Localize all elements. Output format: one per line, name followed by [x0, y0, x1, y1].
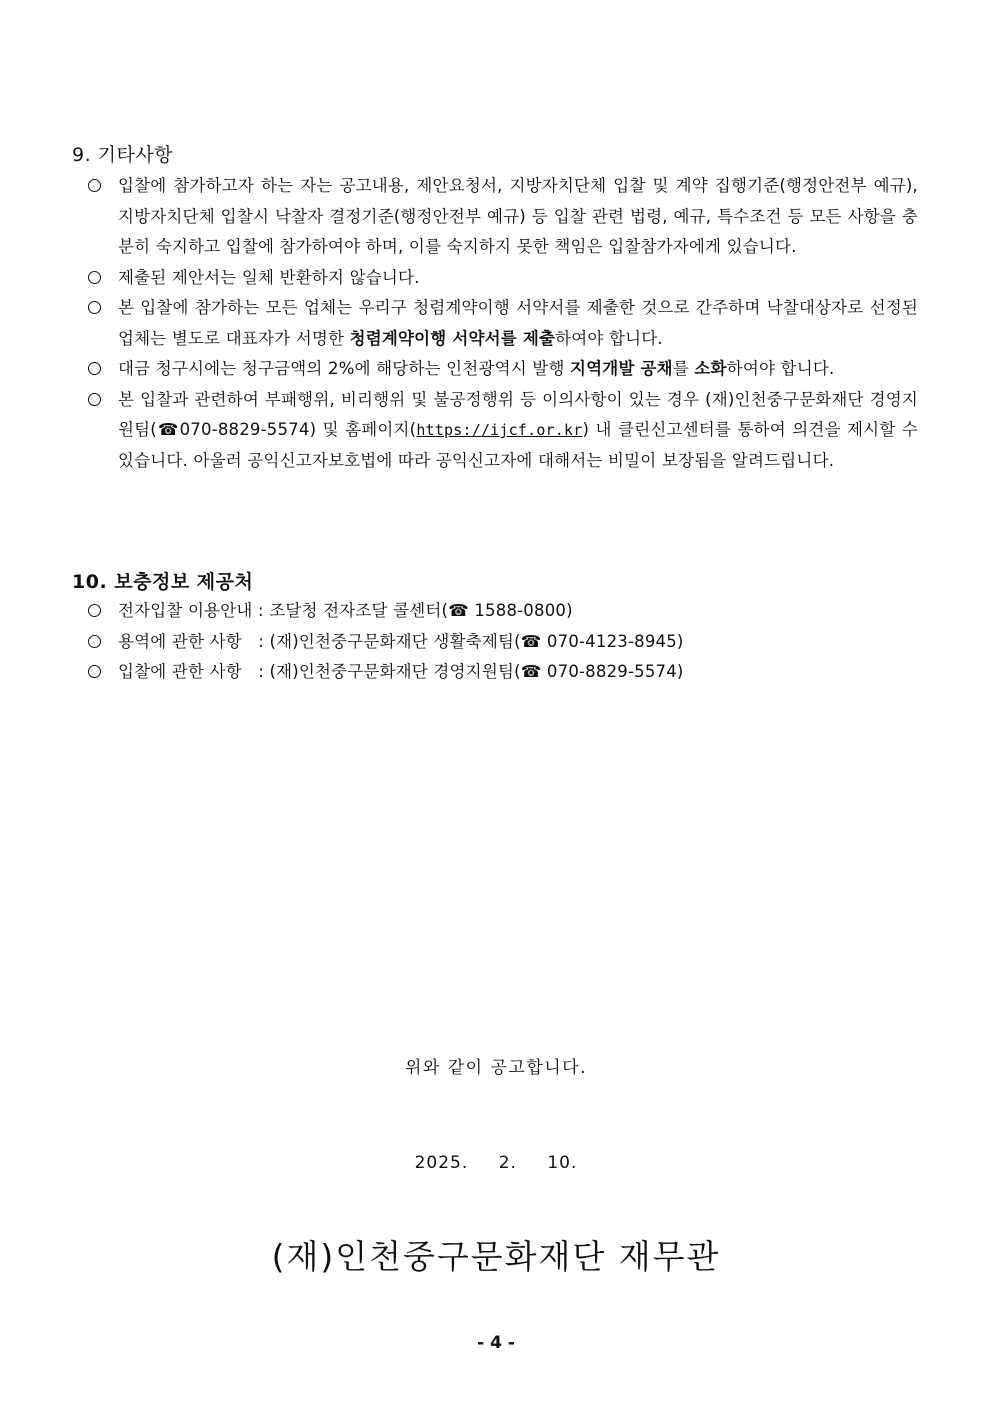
item-text: 본 입찰과 관련하여 부패행위, 비리행위 및 불공정행위 등 이의사항이 있는 경우 (재)인천중구문화재단 경영지원팀(	[118, 389, 918, 439]
item-text: 를	[672, 359, 695, 378]
date-year: 2025.	[414, 1153, 469, 1173]
item-text: 하여야 합니다.	[726, 359, 835, 378]
info-value: 조달청 전자조달 콜센터(☎ 1588-0800)	[269, 601, 573, 620]
list-item	[88, 263, 918, 294]
info-separator: :	[258, 631, 264, 651]
info-label: 입찰에 관한 사항	[118, 662, 242, 681]
item-text: 하여야 합니다.	[555, 328, 663, 348]
item-text: ) 내 클린신고센터를 통하여 의견을 제시할 수 있습니다. 아울러 공익신고자보호법에 따라 공익신고자에 대해서는 비밀이 보장됨을 알려드립니다.	[118, 420, 918, 470]
info-label: 용역에 관한 사항	[118, 631, 242, 651]
circle-bullet-icon	[88, 301, 101, 314]
info-label: 전자입찰 이용안내	[118, 601, 253, 620]
list-item	[88, 293, 918, 354]
circle-bullet-icon	[88, 393, 101, 406]
item-text-bold: 소화	[694, 359, 727, 378]
circle-bullet-icon	[88, 179, 101, 192]
info-separator: :	[258, 662, 264, 681]
item-text: 본 입찰에 참가하는 모든 업체는 우리구 청렴계약이행 서약서를 제출한 것으로 간주하며 낙찰대상자로 선정된 업체는 별도로 대표자가 서명한	[118, 298, 918, 348]
circle-bullet-icon	[88, 604, 101, 617]
item-text-bold: 지역개발 공채	[570, 359, 673, 378]
circle-bullet-icon	[88, 362, 101, 375]
section-9-list	[88, 171, 918, 476]
list-item	[88, 354, 918, 385]
organization-signature: (재)인천중구문화재단 재무관	[271, 1237, 721, 1276]
announcement-date	[0, 1153, 992, 1173]
info-value: (재)인천중구문화재단 경영지원팀(☎ 070-8829-5574)	[269, 662, 684, 681]
phone-number: ☎070-8829-5574	[156, 420, 310, 439]
page-number: - 4 -	[477, 1333, 515, 1353]
item-text: 제출된 제안서는 일체 반환하지 않습니다.	[118, 267, 420, 287]
date-day: 10.	[547, 1153, 578, 1173]
date-month: 2.	[498, 1153, 517, 1173]
circle-bullet-icon	[88, 665, 101, 678]
list-item	[88, 657, 918, 688]
circle-bullet-icon	[88, 635, 101, 648]
list-item	[88, 627, 918, 658]
item-text: 입찰에 참가하고자 하는 자는 공고내용, 제안요청서, 지방자치단체 입찰 및 계약 집행기준(행정안전부 예규), 지방자치단체 입찰시 낙찰자 결정기준(행정안전부 예규) 등 입찰 관련 법령, 예규, 특수조건 등 모든 사항을 충분히 숙지하고 입찰에 참가하여야 하며, 이를 숙지하지 못한 책임은 입찰참가자에게 있습니다.	[118, 176, 918, 256]
info-value: (재)인천중구문화재단 생활축제팀(☎ 070-4123-8945)	[269, 631, 684, 651]
item-text: ) 및 홈페이지(	[309, 420, 417, 439]
info-separator: :	[258, 601, 264, 620]
section-10-list	[88, 596, 918, 688]
section-10-title: 10. 보충정보 제공처	[72, 571, 254, 593]
closing-statement: 위와 같이 공고합니다.	[404, 1058, 587, 1078]
section-9-title: 9. 기타사항	[72, 144, 174, 166]
list-item	[88, 385, 918, 477]
item-text: 대금 청구시에는 청구금액의 2%에 해당하는 인천광역시 발행	[118, 359, 571, 378]
homepage-link[interactable]: https://ijcf.or.kr	[416, 421, 583, 439]
list-item	[88, 596, 918, 627]
item-text-bold: 청렴계약이행 서약서를 제출	[349, 328, 556, 348]
list-item	[88, 171, 918, 263]
circle-bullet-icon	[88, 271, 101, 284]
